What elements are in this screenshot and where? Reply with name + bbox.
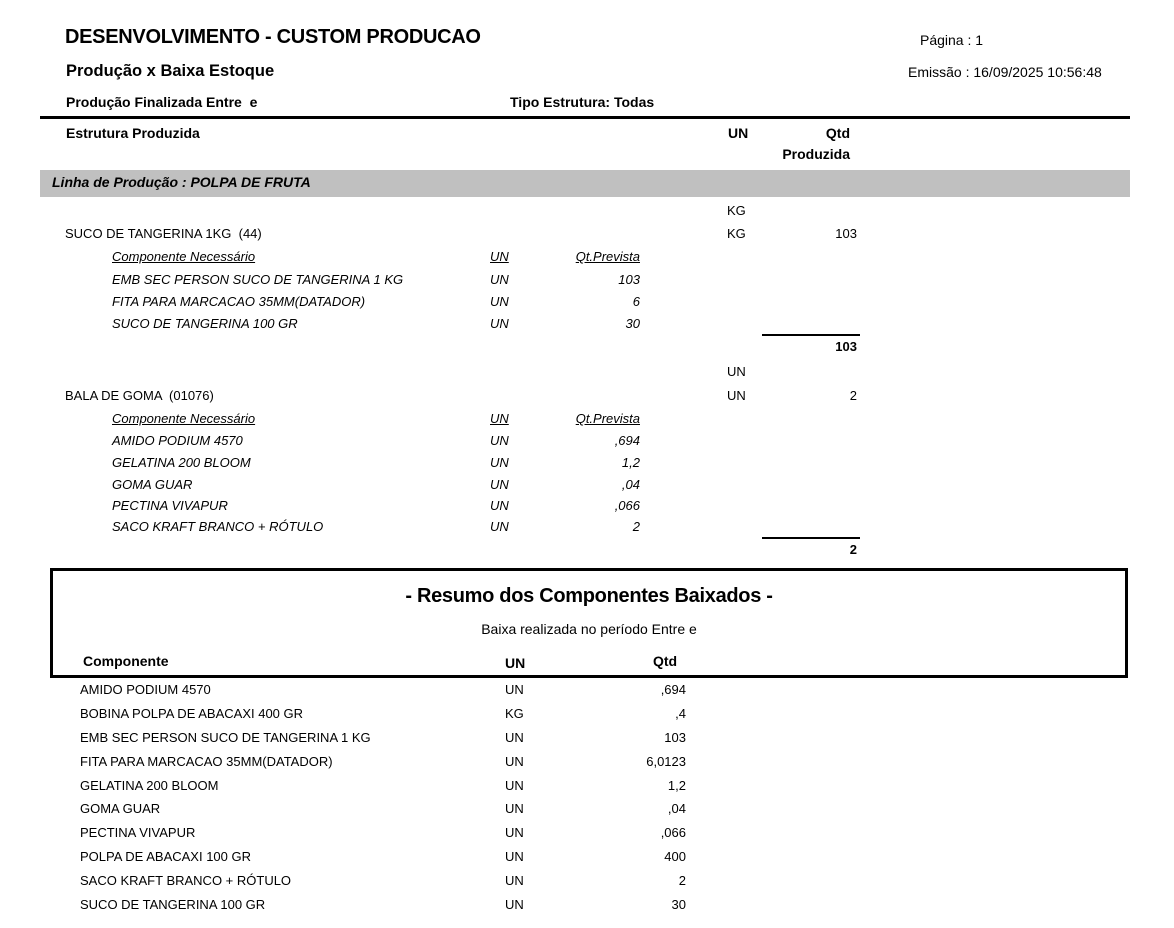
product-un: KG xyxy=(727,226,746,241)
pre-un-value: KG xyxy=(727,203,746,218)
summary-row-un: KG xyxy=(505,706,524,721)
summary-row-name: AMIDO PODIUM 4570 xyxy=(80,682,211,697)
summary-row-name: SACO KRAFT BRANCO + RÓTULO xyxy=(80,873,292,888)
summary-title: - Resumo dos Componentes Baixados - xyxy=(405,585,773,607)
component-un: UN xyxy=(490,477,509,492)
summary-row-qty: 30 xyxy=(671,897,686,912)
component-qty: ,694 xyxy=(614,433,640,448)
column-header-qtd-produzida: Produzida xyxy=(782,146,850,162)
component-qty: 30 xyxy=(625,316,640,331)
production-line-band xyxy=(40,170,1130,197)
component-header-name: Componente Necessário xyxy=(112,411,256,426)
summary-row-name: PECTINA VIVAPUR xyxy=(80,825,196,840)
pre-un-value: UN xyxy=(727,364,746,379)
component-qty: 2 xyxy=(632,519,640,534)
summary-row-qty: ,04 xyxy=(667,801,686,816)
component-qty: 103 xyxy=(618,272,640,287)
product-name: SUCO DE TANGERINA 1KG (44) xyxy=(65,226,262,241)
component-name: PECTINA VIVAPUR xyxy=(112,498,228,513)
component-header-un: UN xyxy=(490,249,509,264)
component-un: UN xyxy=(490,455,509,470)
summary-subtitle: Baixa realizada no período Entre e xyxy=(481,621,697,637)
summary-row-name: BOBINA POLPA DE ABACAXI 400 GR xyxy=(80,706,304,721)
summary-row-un: UN xyxy=(505,849,524,864)
summary-row-name: SUCO DE TANGERINA 100 GR xyxy=(80,897,266,912)
component-qty: ,066 xyxy=(614,498,640,513)
summary-row-qty: ,4 xyxy=(675,706,686,721)
component-un: UN xyxy=(490,498,509,513)
component-un: UN xyxy=(490,272,509,287)
summary-row-name: POLPA DE ABACAXI 100 GR xyxy=(80,849,252,864)
report-subtitle: Produção x Baixa Estoque xyxy=(66,62,275,80)
product-name: BALA DE GOMA (01076) xyxy=(65,388,214,403)
section-total: 2 xyxy=(849,542,857,557)
component-un: UN xyxy=(490,433,509,448)
summary-row-un: UN xyxy=(505,897,524,912)
section-total-rule xyxy=(762,334,860,336)
report-title: DESENVOLVIMENTO - CUSTOM PRODUCAO xyxy=(65,26,481,48)
component-name: FITA PARA MARCACAO 35MM(DATADOR) xyxy=(112,294,366,309)
summary-row-un: UN xyxy=(505,778,524,793)
component-name: GOMA GUAR xyxy=(112,477,193,492)
summary-row-un: UN xyxy=(505,754,524,769)
column-header-qtd: Qtd xyxy=(825,125,850,141)
summary-row-name: EMB SEC PERSON SUCO DE TANGERINA 1 KG xyxy=(80,730,371,745)
summary-column-componente: Componente xyxy=(83,653,169,669)
summary-row-qty: 6,0123 xyxy=(646,754,686,769)
summary-column-qtd: Qtd xyxy=(653,653,678,669)
summary-column-un: UN xyxy=(505,655,526,671)
summary-row-un: UN xyxy=(505,682,524,697)
summary-row-un: UN xyxy=(505,801,524,816)
header-divider xyxy=(40,116,1130,119)
product-qty: 2 xyxy=(849,388,857,403)
component-name: EMB SEC PERSON SUCO DE TANGERINA 1 KG xyxy=(112,272,404,287)
component-qty: 1,2 xyxy=(621,455,640,470)
summary-row-qty: 1,2 xyxy=(667,778,686,793)
section-total-rule xyxy=(762,537,860,539)
component-qty: ,04 xyxy=(621,477,640,492)
component-un: UN xyxy=(490,519,509,534)
component-name: SACO KRAFT BRANCO + RÓTULO xyxy=(112,519,324,534)
component-header-name: Componente Necessário xyxy=(112,249,256,264)
component-header-qty: Qt.Prevista xyxy=(575,249,640,264)
filter-structure-type: Tipo Estrutura: Todas xyxy=(510,94,655,110)
page-number-label: Página : 1 xyxy=(920,32,984,48)
product-qty: 103 xyxy=(835,226,857,241)
summary-row-un: UN xyxy=(505,730,524,745)
summary-row-qty: 400 xyxy=(664,849,686,864)
component-header-qty: Qt.Prevista xyxy=(575,411,640,426)
column-header-estrutura: Estrutura Produzida xyxy=(66,125,200,141)
emission-timestamp: Emissão : 16/09/2025 10:56:48 xyxy=(908,64,1102,80)
summary-row-un: UN xyxy=(505,825,524,840)
summary-box xyxy=(50,568,1128,678)
column-header-un: UN xyxy=(728,125,749,141)
component-name: AMIDO PODIUM 4570 xyxy=(112,433,243,448)
filter-production-period: Produção Finalizada Entre e xyxy=(66,94,258,110)
component-header-un: UN xyxy=(490,411,509,426)
summary-row-name: GELATINA 200 BLOOM xyxy=(80,778,219,793)
summary-row-qty: 2 xyxy=(678,873,686,888)
component-un: UN xyxy=(490,294,509,309)
product-un: UN xyxy=(727,388,746,403)
summary-row-qty: 103 xyxy=(664,730,686,745)
section-total: 103 xyxy=(835,339,857,354)
component-qty: 6 xyxy=(632,294,640,309)
component-name: SUCO DE TANGERINA 100 GR xyxy=(112,316,298,331)
summary-row-name: FITA PARA MARCACAO 35MM(DATADOR) xyxy=(80,754,333,769)
summary-row-qty: ,066 xyxy=(660,825,686,840)
summary-row-name: GOMA GUAR xyxy=(80,801,161,816)
component-name: GELATINA 200 BLOOM xyxy=(112,455,251,470)
summary-row-qty: ,694 xyxy=(660,682,686,697)
summary-row-un: UN xyxy=(505,873,524,888)
production-line-label: Linha de Produção : POLPA DE FRUTA xyxy=(52,174,311,190)
component-un: UN xyxy=(490,316,509,331)
